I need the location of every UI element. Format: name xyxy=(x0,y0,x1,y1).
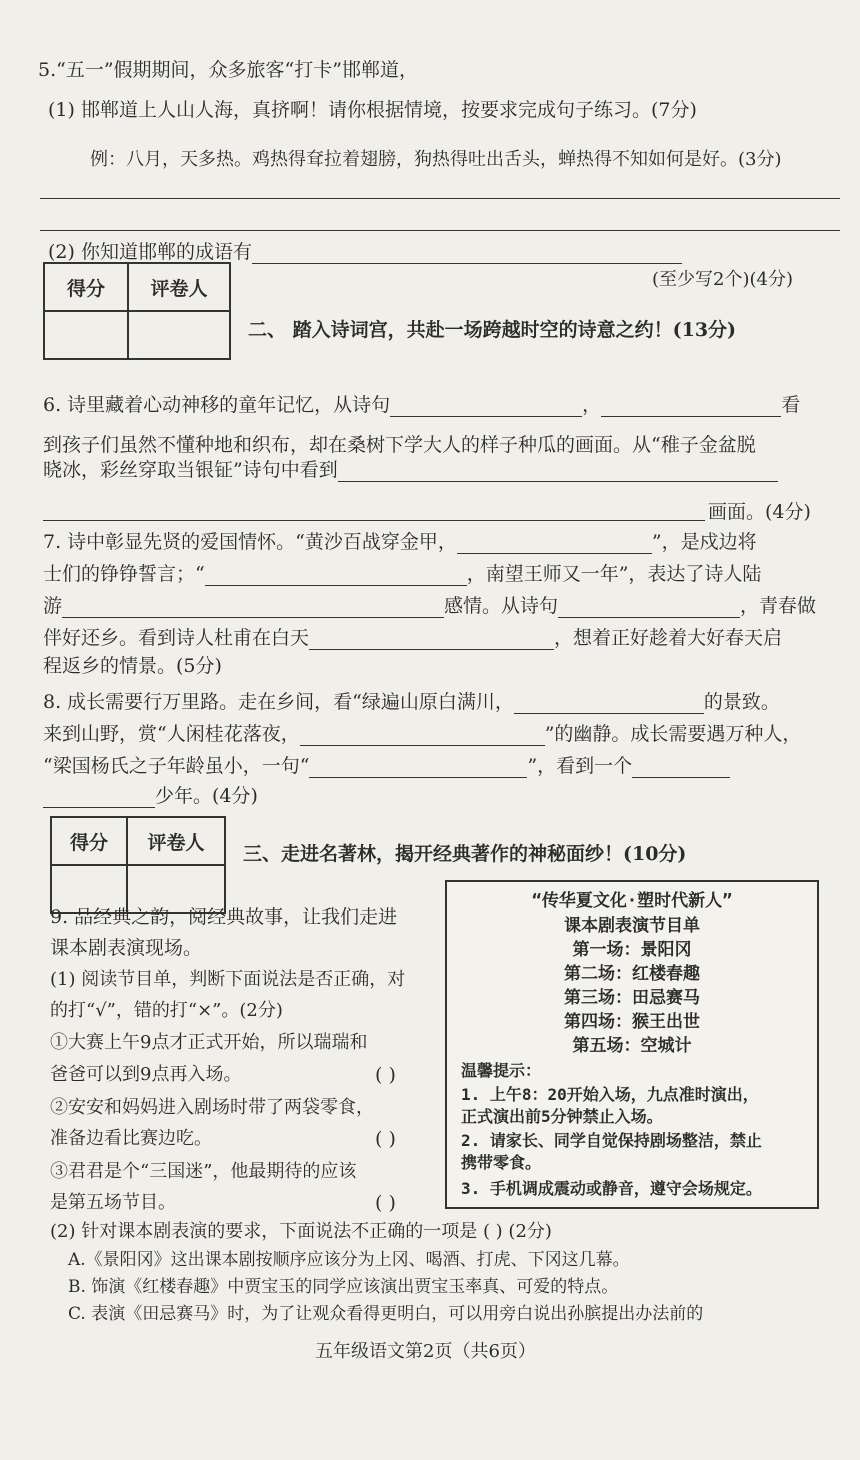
program-item: 第四场：猴王出世 xyxy=(564,1012,700,1032)
tip-line: 3. 手机调成震动或静音，遵守会场规定。 xyxy=(461,1179,762,1198)
q9-intro-2: 课本剧表演现场。 xyxy=(50,937,203,959)
q7-line4 xyxy=(43,626,782,650)
q7-text: 游 xyxy=(43,595,63,617)
answer-blank[interactable] xyxy=(43,789,155,808)
q7-text: 士们的铮铮誓言；“ xyxy=(43,563,205,585)
answer-blank[interactable] xyxy=(309,759,527,778)
section-2-heading: 二、 踏入诗词宫，共赴一场跨越时空的诗意之约！(13分) xyxy=(248,319,737,341)
q8-line2 xyxy=(43,722,801,746)
q7-text: ，南望王师又一年”，表达了诗人陆 xyxy=(466,563,762,585)
q9-part2: (2) 针对课本剧表演的要求，下面说法不正确的一项是 ( ) (2分) xyxy=(50,1221,552,1242)
q8-text: 8. 成长需要行万里路。走在乡间，看“绿遍山原白满川， xyxy=(43,691,514,713)
q6-line4: 画面。(4分) xyxy=(708,501,811,523)
grader-label: 评卷人 xyxy=(128,263,230,311)
tip-line: 正式演出前5分钟禁止入场。 xyxy=(461,1107,663,1126)
q6-line1 xyxy=(43,393,800,417)
answer-blank[interactable] xyxy=(62,599,444,618)
q9-part1: (1) 阅读节目单，判断下面说法是否正确，对 xyxy=(50,969,406,990)
statement-3-2: 是第五场节目。 xyxy=(50,1192,176,1213)
q5-title xyxy=(38,58,418,82)
option-c: C. 表演《田忌赛马》时，为了让观众看得更明白，可以用旁白说出孙膑提出办法前的 xyxy=(68,1304,704,1324)
q8-line4 xyxy=(43,784,258,808)
answer-paren[interactable]: ( ) xyxy=(375,1064,396,1086)
q8-text: ”，看到一个 xyxy=(527,755,633,777)
score-cell[interactable] xyxy=(44,311,128,359)
q5-part2-text: (2) 你知道邯郸的成语有 xyxy=(48,241,252,263)
score-label: 得分 xyxy=(44,263,128,311)
tips-heading: 温馨提示： xyxy=(461,1061,542,1080)
q7-text: 伴好还乡。看到诗人杜甫在白天 xyxy=(43,627,310,649)
answer-blank[interactable] xyxy=(558,599,740,618)
q5-part2-note: (至少写2个)(4分) xyxy=(652,269,793,290)
q5-part2 xyxy=(48,240,682,264)
answer-blank[interactable] xyxy=(300,727,545,746)
answer-blank[interactable] xyxy=(601,398,781,417)
answer-blank[interactable] xyxy=(252,245,682,264)
q6-line2: 到孩子们虽然不懂种地和织布，却在桑树下学大人的样子种瓜的画面。从“稚子金盆脱 xyxy=(43,434,756,456)
q6-text: 6. 诗里藏着心动神移的童年记忆，从诗句 xyxy=(43,394,391,416)
program-item: 第二场：红楼春趣 xyxy=(564,964,700,984)
q9-intro: 9. 品经典之韵，阅经典故事，让我们走进 xyxy=(50,906,398,928)
q7-text: ，想着正好趁着大好春天启 xyxy=(554,627,783,649)
q7-text: ，青春做 xyxy=(740,595,817,617)
answer-line xyxy=(43,520,705,521)
q8-text: 来到山野，赏“人闲桂花落夜， xyxy=(43,723,300,745)
q8-text: “梁国杨氏之子年龄虽小，一句“ xyxy=(43,755,310,777)
program-item: 第一场：景阳冈 xyxy=(572,940,692,960)
statement-3: ③君君是个“三国迷”，他最期待的应该 xyxy=(50,1161,357,1182)
answer-line xyxy=(40,198,840,199)
q6-text: 晓冰，彩丝穿取当银钲”诗句中看到 xyxy=(43,459,338,481)
grader-cell[interactable] xyxy=(128,311,230,359)
q7-text: 感情。从诗句 xyxy=(444,595,559,617)
program-subtitle: 课本剧表演节目单 xyxy=(564,916,700,936)
program-item: 第五场：空城计 xyxy=(572,1036,692,1056)
page-footer: 五年级语文第2页（共6页） xyxy=(315,1341,536,1362)
tip-line: 携带零食。 xyxy=(461,1153,542,1172)
score-table xyxy=(50,816,226,914)
answer-paren[interactable]: ( ) xyxy=(375,1128,396,1150)
q5-title-text: 5.“五一”假期期间，众多旅客“打卡”邯郸道， xyxy=(38,59,418,81)
answer-blank[interactable] xyxy=(338,463,778,482)
q7-text: ”，是戍边将 xyxy=(651,531,757,553)
q7-line3 xyxy=(43,594,816,618)
q8-line1 xyxy=(43,690,780,714)
q8-text: 的景致。 xyxy=(703,691,780,713)
tip-line: 1. 上午8：20开始入场，九点准时演出， xyxy=(461,1085,759,1104)
q8-text: 少年。(4分) xyxy=(155,785,258,807)
statement-1-2: 爸爸可以到9点再入场。 xyxy=(50,1064,242,1085)
q6-line3 xyxy=(43,458,778,482)
q6-text: ， xyxy=(582,394,602,416)
program-title: “传华夏文化·塑时代新人” xyxy=(531,891,733,911)
q7-line1 xyxy=(43,530,757,554)
q7-text: 7. 诗中彰显先贤的爱国情怀。“黄沙百战穿金甲， xyxy=(43,531,457,553)
program-box xyxy=(445,880,819,1209)
statement-2-2: 准备边看比赛边吃。 xyxy=(50,1128,212,1149)
score-label: 得分 xyxy=(51,817,127,865)
q9-part1-2: 的打“√”，错的打“×”。(2分) xyxy=(50,1000,283,1021)
answer-blank[interactable] xyxy=(205,567,467,586)
option-a: A.《景阳冈》这出课本剧按顺序应该分为上冈、喝酒、打虎、下冈这几幕。 xyxy=(68,1250,630,1270)
option-b: B. 饰演《红楼春趣》中贾宝玉的同学应该演出贾宝玉率真、可爱的特点。 xyxy=(68,1277,619,1297)
statement-1: ①大赛上午9点才正式开始，所以瑞瑞和 xyxy=(50,1032,368,1053)
tip-line: 2. 请家长、同学自觉保持剧场整洁，禁止 xyxy=(461,1131,762,1150)
statement-2: ②安安和妈妈进入剧场时带了两袋零食， xyxy=(50,1097,374,1118)
q5-example: 例：八月，天多热。鸡热得耷拉着翅膀，狗热得吐出舌头，蝉热得不知如何是好。(3分) xyxy=(90,149,782,170)
answer-blank[interactable] xyxy=(390,398,582,417)
score-table xyxy=(43,262,231,360)
answer-blank[interactable] xyxy=(632,759,730,778)
answer-blank[interactable] xyxy=(309,631,554,650)
answer-blank[interactable] xyxy=(457,535,652,554)
q7-line2 xyxy=(43,562,761,586)
q6-text: 看 xyxy=(781,394,801,416)
answer-paren[interactable]: ( ) xyxy=(375,1192,396,1214)
program-item: 第三场：田忌赛马 xyxy=(564,988,700,1008)
q8-line3 xyxy=(43,754,730,778)
grader-label: 评卷人 xyxy=(127,817,225,865)
section-3-heading: 三、走进名著林，揭开经典著作的神秘面纱！(10分) xyxy=(243,843,687,865)
q7-line5: 程返乡的情景。(5分) xyxy=(43,655,222,677)
answer-blank[interactable] xyxy=(514,695,704,714)
q5-part1: (1) 邯郸道上人山人海，真挤啊！请你根据情境，按要求完成句子练习。(7分) xyxy=(48,99,697,121)
q8-text: ”的幽静。成长需要遇万种人， xyxy=(544,723,802,745)
answer-line xyxy=(40,230,840,231)
